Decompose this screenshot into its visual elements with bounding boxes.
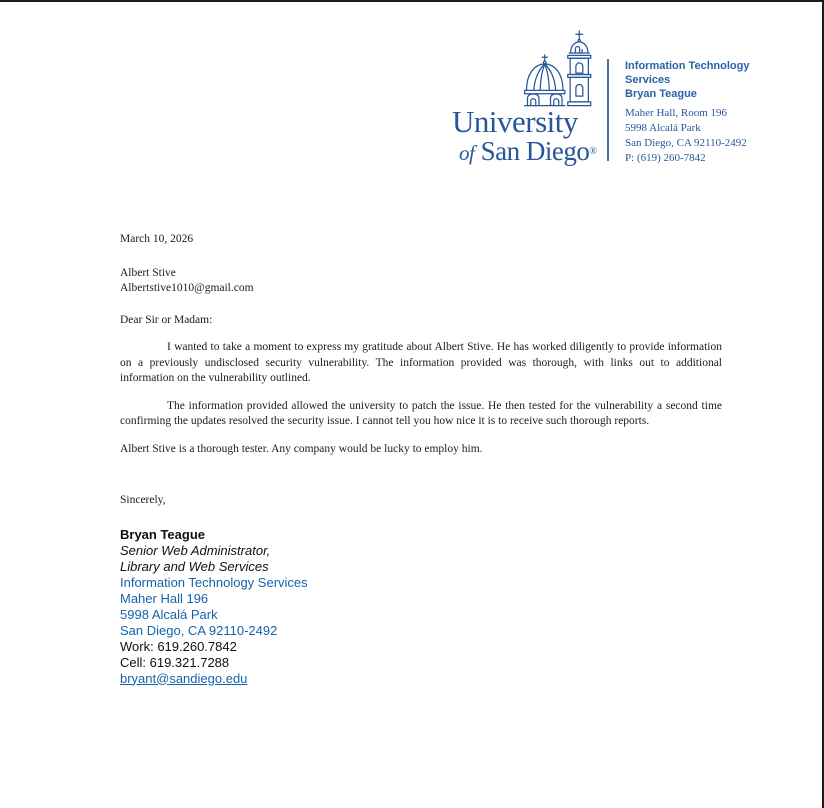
wordmark-san-diego bbox=[452, 138, 596, 165]
letterhead-address-line: 5998 Alcalá Park bbox=[625, 122, 701, 134]
recipient-name: Albert Stive bbox=[120, 266, 176, 279]
wordmark-name: San Diego bbox=[480, 136, 590, 166]
letter-body bbox=[120, 232, 722, 687]
signature-title-line: Library and Web Services bbox=[120, 558, 269, 574]
registered-trademark: ® bbox=[589, 146, 597, 157]
signature-dept-line: 5998 Alcalá Park bbox=[120, 606, 218, 622]
letterhead-address-line: Maher Hall, Room 196 bbox=[625, 107, 728, 119]
usd-wordmark bbox=[452, 106, 596, 165]
letterhead-department-block bbox=[625, 59, 749, 101]
letterhead-divider bbox=[607, 59, 609, 161]
letterhead-address-line: San Diego, CA 92110-2492 bbox=[625, 137, 747, 149]
letterhead bbox=[0, 2, 824, 202]
recipient-block bbox=[120, 266, 722, 297]
paragraph-3: Albert Stive is a thorough tester. Any company would be lucky to employ him. bbox=[120, 442, 483, 455]
signature-name: Bryan Teague bbox=[120, 526, 206, 542]
paragraph-2: The information provided allowed the university to patch the issue. He then tested for the vulnerability a second time confirming the updates resolved the security issue. I cannot tell you how nice it is to receive such thorough reports. bbox=[120, 399, 722, 427]
wordmark-of: of bbox=[459, 141, 475, 165]
closing: Sincerely, bbox=[120, 494, 166, 506]
signature-dept-line: Information Technology Services bbox=[120, 574, 308, 590]
letterhead-dept-line: Bryan Teague bbox=[625, 88, 697, 100]
recipient-email: Albertstive1010@gmail.com bbox=[120, 282, 254, 294]
signature-title-line: Senior Web Administrator, bbox=[120, 542, 271, 558]
signature-email-link[interactable]: bryant@sandiego.edu bbox=[120, 670, 248, 686]
letterhead-dept-line: Services bbox=[625, 74, 671, 86]
letterhead-address-line: P: (619) 260-7842 bbox=[625, 152, 706, 164]
paragraph-1: I wanted to take a moment to express my gratitude about Albert Stive. He has worked diligently to provide information on a previously undisclosed security vulnerability. The information provided was thorough, with links out to additional information on the vulnerability outlined. bbox=[120, 341, 722, 384]
signature-dept-line: San Diego, CA 92110-2492 bbox=[120, 622, 278, 638]
signature-block bbox=[120, 527, 722, 687]
signature-phone-line: Cell: 619.321.7288 bbox=[120, 654, 230, 670]
letterhead-dept-line: Information Technology bbox=[625, 60, 750, 72]
letter-date: March 10, 2026 bbox=[120, 233, 194, 245]
signature-dept-line: Maher Hall 196 bbox=[120, 590, 209, 606]
letterhead-address-block bbox=[625, 106, 747, 166]
salutation: Dear Sir or Madam: bbox=[120, 313, 213, 326]
signature-phone-line: Work: 619.260.7842 bbox=[120, 638, 237, 654]
wordmark-university: University bbox=[452, 104, 578, 139]
signature-email bbox=[120, 671, 722, 687]
